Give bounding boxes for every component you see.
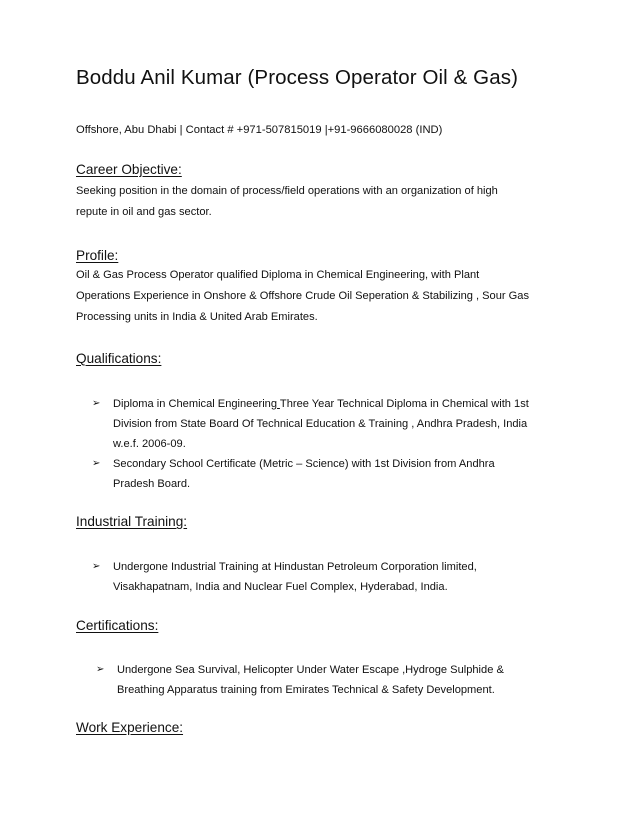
diploma-title: Diploma in Chemical Engineering	[113, 398, 278, 410]
industrial-training-heading: Industrial Training:	[76, 514, 188, 529]
ssc-line: Secondary School Certificate (Metric – Science) with 1st Division from Andhra	[113, 458, 495, 470]
certification-line: Breathing Apparatus training from Emirates Technical & Safety Development.	[117, 684, 495, 696]
profile-heading: Profile:	[76, 248, 119, 263]
arrow-bullet-icon: ➢	[92, 561, 101, 572]
diploma-description: Three Year Technical Diploma in Chemical with 1st	[279, 398, 529, 410]
contact-line: Offshore, Abu Dhabi | Contact # +971-507815019 |+91-9666080028 (IND)	[76, 124, 443, 136]
candidate-name-title: Boddu Anil Kumar (Process Operator Oil & Gas)	[76, 66, 519, 89]
ssc-line: Pradesh Board.	[113, 478, 191, 490]
arrow-bullet-icon: ➢	[96, 664, 105, 675]
qualifications-heading: Qualifications:	[76, 351, 162, 366]
work-experience-heading: Work Experience:	[76, 720, 184, 735]
diploma-line: w.e.f. 2006-09.	[113, 438, 186, 450]
profile-text	[76, 265, 576, 328]
certifications-heading: Certifications:	[76, 618, 159, 633]
career-objective-text	[76, 181, 576, 223]
training-line: Visakhapatnam, India and Nuclear Fuel Complex, Hyderabad, India.	[113, 581, 448, 593]
career-objective-line: Seeking position in the domain of process/field operations with an organization of high	[76, 185, 498, 197]
profile-line: Oil & Gas Process Operator qualified Diploma in Chemical Engineering, with Plant	[76, 269, 480, 281]
arrow-bullet-icon: ➢	[92, 458, 101, 469]
training-line: Undergone Industrial Training at Hindustan Petroleum Corporation limited,	[113, 561, 477, 573]
career-objective-line: repute in oil and gas sector.	[76, 206, 212, 218]
diploma-line: Division from State Board Of Technical Education & Training , Andhra Pradesh, India	[113, 418, 528, 430]
profile-line: Processing units in India & United Arab Emirates.	[76, 311, 318, 323]
arrow-bullet-icon: ➢	[92, 398, 101, 409]
profile-line: Operations Experience in Onshore & Offshore Crude Oil Seperation & Stabilizing , Sour Gas	[76, 290, 530, 302]
certification-line: Undergone Sea Survival, Helicopter Under Water Escape ,Hydroge Sulphide &	[117, 664, 504, 676]
career-objective-heading: Career Objective:	[76, 162, 182, 177]
